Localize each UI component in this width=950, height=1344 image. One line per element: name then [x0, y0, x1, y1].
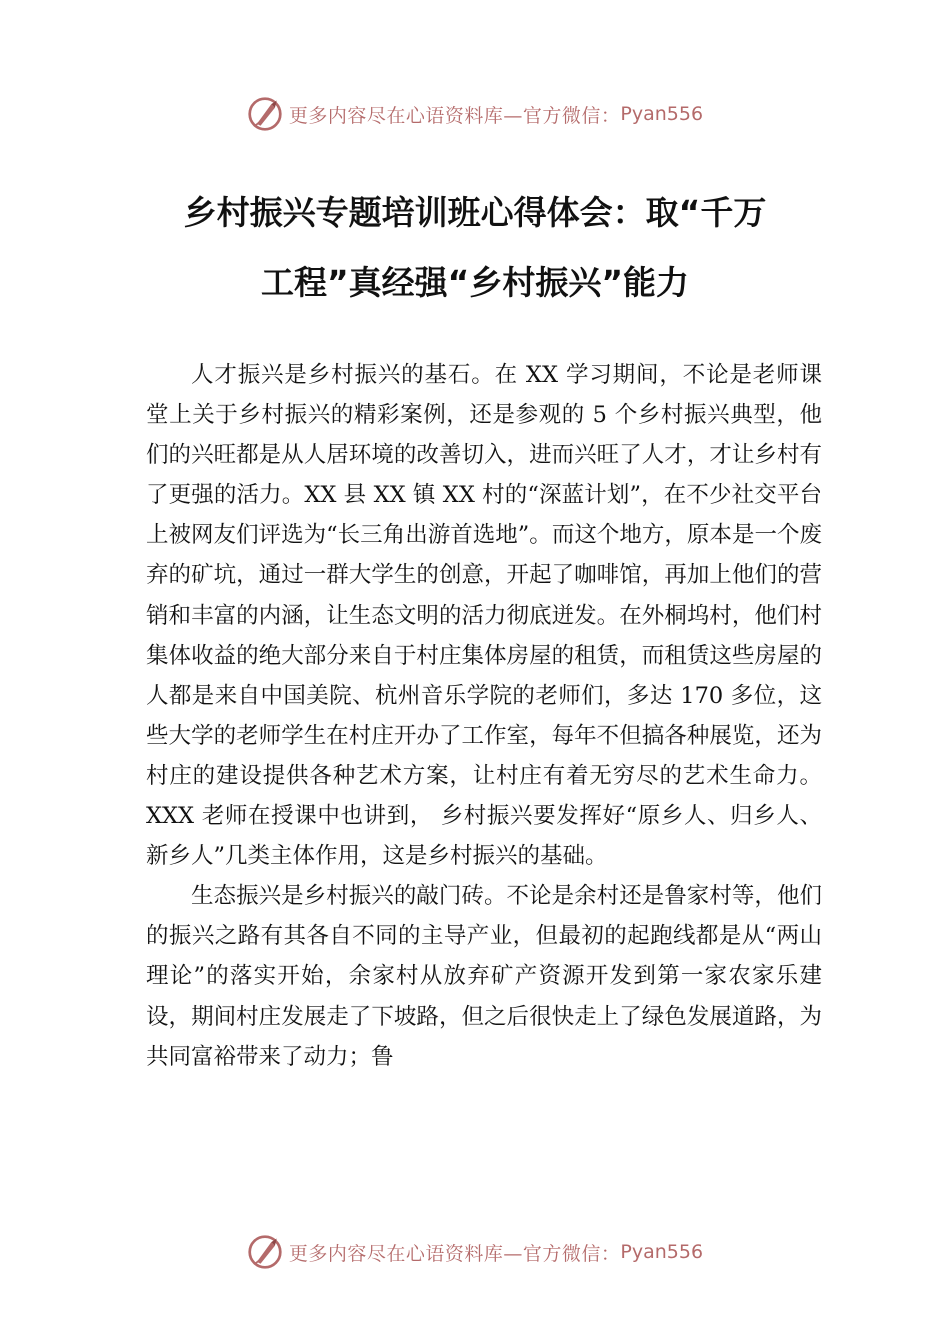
header-watermark	[0, 94, 950, 134]
footer-watermark	[0, 1232, 950, 1272]
watermark-text: 更多内容尽在心语资料库—官方微信：	[288, 1242, 621, 1265]
body-paragraph: 人才振兴是乡村振兴的基石。在 XX 学习期间，不论是老师课堂上关于乡村振兴的精彩案例，还是参观的 5 个乡村振兴典型，他们的兴旺都是从人居环境的改善切入，进而兴旺了人才，才让乡村有了更强的活力。XX 县 XX 镇 XX 村的“深蓝计划”，在不少社交平台上被网友们评选为“长三角出游首选地”。而这个地方，原本是一个废弃的矿坑，通过一群大学生的创意，开起了咖啡馆，再加上他们的营销和丰富的内涵，让生态文明的活力彻底迸发。在外桐坞村，他们村集体收益的绝大部分来自于村庄集体房屋的租赁，而租赁这些房屋的人都是来自中国美院、杭州音乐学院的老师们，多达 170 多位，这些大学的老师学生在村庄开办了工作室，每年不但搞各种展览，还为村庄的建设提供各种艺术方案，让村庄有着无穷尽的艺术生命力。XXX 老师在授课中也讲到， 乡村振兴要发挥好“原乡人、归乡人、新乡人”几类主体作用，这是乡村振兴的基础。	[146, 362, 822, 870]
quill-pen-icon	[247, 1234, 283, 1270]
watermark-text: 更多内容尽在心语资料库—官方微信：	[288, 104, 621, 127]
watermark-wechat-id: Pyan556	[620, 1241, 704, 1263]
document-title	[140, 178, 810, 318]
watermark-wechat-id: Pyan556	[620, 103, 704, 125]
title-line-1: 乡村振兴专题培训班心得体会：取“千万	[183, 193, 767, 232]
quill-pen-icon	[247, 96, 283, 132]
document-body	[146, 355, 822, 1077]
title-line-2: 工程”真经强“乡村振兴”能力	[260, 263, 690, 302]
body-paragraph: 生态振兴是乡村振兴的敲门砖。不论是余村还是鲁家村等，他们的振兴之路有其各自不同的主导产业，但最初的起跑线都是从“两山理论”的落实开始，余家村从放弃矿产资源开发到第一家农家乐建设，期间村庄发展走了下坡路，但之后很快走上了绿色发展道路，为共同富裕带来了动力；鲁	[146, 883, 822, 1070]
